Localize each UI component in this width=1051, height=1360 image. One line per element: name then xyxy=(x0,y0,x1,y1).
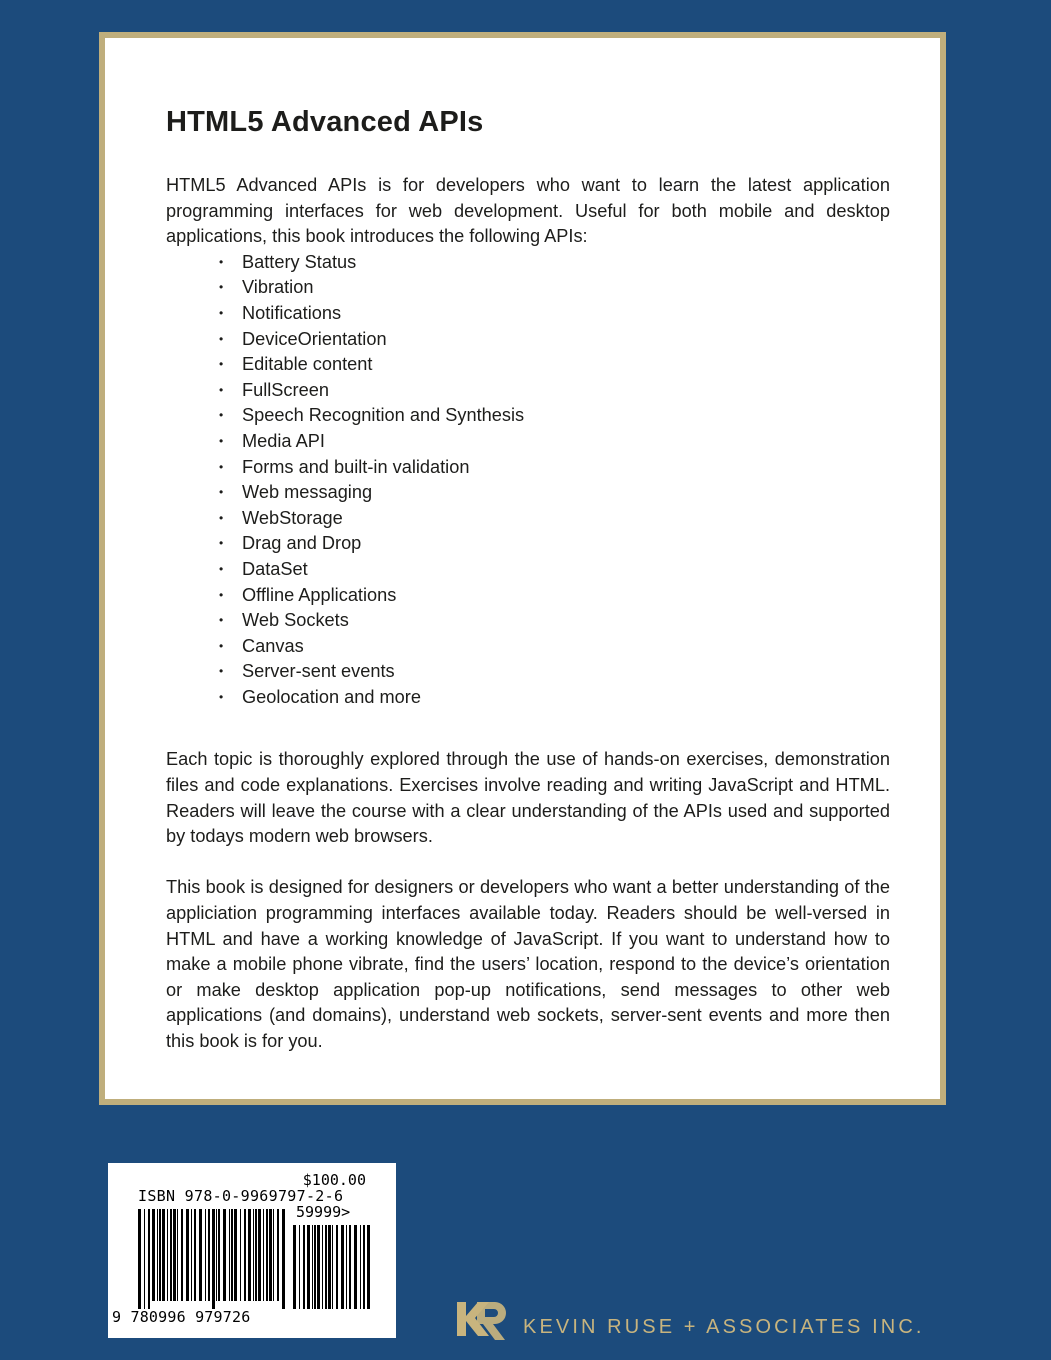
api-list-item xyxy=(219,531,890,557)
bullet-icon: • xyxy=(219,613,224,628)
api-list-item xyxy=(219,352,890,378)
api-list-item xyxy=(219,583,890,609)
api-name: Forms and built-in validation xyxy=(242,456,470,477)
bullet-icon: • xyxy=(219,536,224,551)
bullet-icon: • xyxy=(219,433,224,448)
api-list xyxy=(166,250,890,711)
kr-logo-icon xyxy=(453,1296,509,1342)
addon-barcode-icon xyxy=(293,1225,371,1309)
bullet-icon: • xyxy=(219,459,224,474)
api-name: DeviceOrientation xyxy=(242,328,387,349)
api-list-item xyxy=(219,506,890,532)
api-name: Vibration xyxy=(242,277,314,298)
bullet-icon: • xyxy=(219,485,224,500)
bullet-icon: • xyxy=(219,664,224,679)
price-text: $100.00 xyxy=(302,1171,366,1189)
description-content xyxy=(166,104,890,1055)
isbn-barcode-label xyxy=(108,1163,396,1338)
api-list-item xyxy=(219,301,890,327)
api-name: Canvas xyxy=(242,635,304,656)
api-list-item xyxy=(219,685,890,711)
ean-barcode-icon xyxy=(138,1209,288,1309)
api-name: Media API xyxy=(242,430,325,451)
bullet-icon: • xyxy=(219,689,224,704)
publisher-name: KEVIN RUSE + ASSOCIATES INC. xyxy=(523,1316,925,1338)
api-list-item xyxy=(219,634,890,660)
api-name: Geolocation and more xyxy=(242,686,421,707)
bullet-icon: • xyxy=(219,357,224,372)
ean-number: 9 780996 979726 xyxy=(112,1308,251,1326)
bullet-icon: • xyxy=(219,382,224,397)
api-list-item xyxy=(219,250,890,276)
bullet-icon: • xyxy=(219,280,224,295)
api-list-item xyxy=(219,275,890,301)
api-name: Speech Recognition and Synthesis xyxy=(242,405,525,426)
topics-paragraph: Each topic is thoroughly explored through the use of hands-on exercises, demonstration files and code explanations. Exercises involve reading and writing JavaScript and HTML. Readers will leave the course with a clear understanding of the APIs used and supported by todays modern web browsers. xyxy=(166,749,890,847)
bullet-icon: • xyxy=(219,510,224,525)
bullet-icon: • xyxy=(219,638,224,653)
bullet-icon: • xyxy=(219,561,224,576)
bullet-icon: • xyxy=(219,254,224,269)
api-name: Offline Applications xyxy=(242,584,397,605)
api-list-item xyxy=(219,455,890,481)
api-name: Server-sent events xyxy=(242,661,395,682)
bullet-icon: • xyxy=(219,305,224,320)
description-panel xyxy=(99,32,946,1105)
isbn-number: ISBN 978-0-9969797-2-6 xyxy=(138,1187,344,1205)
api-list-item xyxy=(219,480,890,506)
api-list-item xyxy=(219,659,890,685)
api-list-item xyxy=(219,429,890,455)
api-name: Notifications xyxy=(242,302,342,323)
api-name: Web messaging xyxy=(242,482,373,503)
api-name: Battery Status xyxy=(242,251,357,272)
api-name: Editable content xyxy=(242,354,373,375)
api-list-item xyxy=(219,327,890,353)
api-name: Web Sockets xyxy=(242,610,349,631)
api-name: FullScreen xyxy=(242,379,329,400)
addon-code: 59999> xyxy=(296,1203,351,1221)
bullet-icon: • xyxy=(219,408,224,423)
api-name: WebStorage xyxy=(242,507,343,528)
bullet-icon: • xyxy=(219,331,224,346)
api-list-item xyxy=(219,378,890,404)
api-list-item xyxy=(219,403,890,429)
api-name: Drag and Drop xyxy=(242,533,362,554)
api-name: DataSet xyxy=(242,558,308,579)
api-list-item xyxy=(219,557,890,583)
book-title: HTML5 Advanced APIs xyxy=(166,106,484,138)
api-list-item xyxy=(219,608,890,634)
intro-paragraph: HTML5 Advanced APIs is for developers who want to learn the latest application programming interfaces for web development. Useful for both mobile and desktop applications, this book introduces the following APIs: xyxy=(166,175,890,247)
bullet-icon: • xyxy=(219,587,224,602)
audience-paragraph: This book is designed for designers or developers who want a better understanding of the appliciation programming interfaces available today. Readers should be well-versed in HTML and have a working knowledge of JavaScript. If you want to understand how to make a mobile phone vibrate, find the users’ location, respond to the device’s orientation or make desktop application pop-up notifications, send messages to other web applications (and domains), understand web sockets, server-sent events and more then this book is for you. xyxy=(166,877,890,1051)
